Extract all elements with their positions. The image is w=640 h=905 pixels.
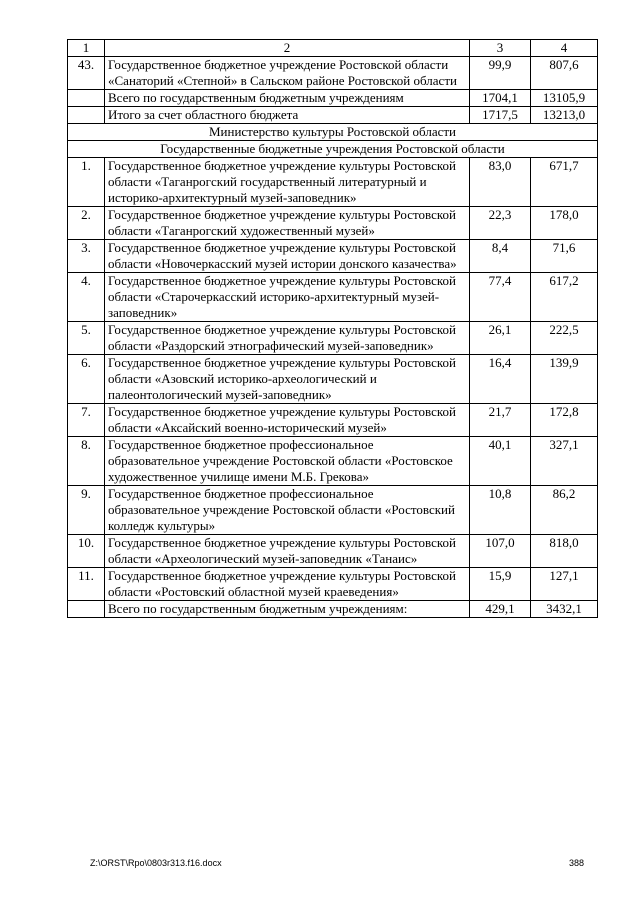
row-value-4: 671,7 xyxy=(531,158,598,207)
header-col-3: 3 xyxy=(470,40,531,57)
row-number: 8. xyxy=(68,437,105,486)
section-title-row xyxy=(68,124,598,141)
row-name: Государственное бюджетное учреждение культуры Ростовской области «Археологический музей-заповедник «Танаис» xyxy=(105,535,470,568)
row-name: Государственное бюджетное учреждение культуры Ростовской области «Старочеркасский историко-архитектурный музей-заповедник» xyxy=(105,273,470,322)
row-name: Государственное бюджетное учреждение Ростовской области «Санаторий «Степной» в Сальском районе Ростовской области xyxy=(105,57,470,90)
row-value-4: 178,0 xyxy=(531,207,598,240)
total-row xyxy=(68,107,598,124)
row-value-3: 77,4 xyxy=(470,273,531,322)
row-value-3: 8,4 xyxy=(470,240,531,273)
total-value-3: 1717,5 xyxy=(470,107,531,124)
row-name: Государственное бюджетное учреждение культуры Ростовской области «Таганрогский художественный музей» xyxy=(105,207,470,240)
row-value-4: 127,1 xyxy=(531,568,598,601)
row-value-3: 26,1 xyxy=(470,322,531,355)
section-subtitle-row xyxy=(68,141,598,158)
footer-file-path: Z:\ORST\Rpo\0803r313.f16.docx xyxy=(90,858,222,868)
table-row xyxy=(68,568,598,601)
row-value-4: 327,1 xyxy=(531,437,598,486)
row-number: 6. xyxy=(68,355,105,404)
row-number: 5. xyxy=(68,322,105,355)
subtotal-value-4: 13105,9 xyxy=(531,90,598,107)
row-value-4: 172,8 xyxy=(531,404,598,437)
row-number: 1. xyxy=(68,158,105,207)
row-value-4: 222,5 xyxy=(531,322,598,355)
row-number: 2. xyxy=(68,207,105,240)
row-number: 4. xyxy=(68,273,105,322)
subtotal-value-4: 3432,1 xyxy=(531,601,598,618)
row-name: Государственное бюджетное учреждение культуры Ростовской области «Аксайский военно-исторический музей» xyxy=(105,404,470,437)
total-value-4: 13213,0 xyxy=(531,107,598,124)
table-row xyxy=(68,158,598,207)
row-value-4: 139,9 xyxy=(531,355,598,404)
row-name: Государственное бюджетное учреждение культуры Ростовской области «Раздорский этнографический музей-заповедник» xyxy=(105,322,470,355)
row-value-3: 22,3 xyxy=(470,207,531,240)
header-row xyxy=(68,40,598,57)
row-number: 10. xyxy=(68,535,105,568)
subtotal-row xyxy=(68,601,598,618)
row-number: 7. xyxy=(68,404,105,437)
row-name: Государственное бюджетное профессиональное образовательное учреждение Ростовской области «Ростовский колледж культуры» xyxy=(105,486,470,535)
total-empty-cell xyxy=(68,107,105,124)
row-value-4: 86,2 xyxy=(531,486,598,535)
row-value-3: 21,7 xyxy=(470,404,531,437)
row-number: 9. xyxy=(68,486,105,535)
subtotal-value-3: 429,1 xyxy=(470,601,531,618)
header-col-1: 1 xyxy=(68,40,105,57)
row-value-4: 807,6 xyxy=(531,57,598,90)
total-label: Итого за счет областного бюджета xyxy=(105,107,470,124)
table-row xyxy=(68,355,598,404)
row-name: Государственное бюджетное учреждение культуры Ростовской области «Таганрогский государственный литературный и историко-архитектурный музей-заповедник» xyxy=(105,158,470,207)
row-value-4: 818,0 xyxy=(531,535,598,568)
table-row xyxy=(68,273,598,322)
row-value-3: 99,9 xyxy=(470,57,531,90)
row-value-3: 15,9 xyxy=(470,568,531,601)
subtotal-empty-cell xyxy=(68,601,105,618)
header-col-2: 2 xyxy=(105,40,470,57)
row-value-3: 107,0 xyxy=(470,535,531,568)
subtotal-empty-cell xyxy=(68,90,105,107)
table-row xyxy=(68,57,598,90)
row-number: 3. xyxy=(68,240,105,273)
row-number: 43. xyxy=(68,57,105,90)
table-row xyxy=(68,322,598,355)
table-row xyxy=(68,404,598,437)
section-subtitle: Государственные бюджетные учреждения Ростовской области xyxy=(68,141,598,158)
footer-page-number: 388 xyxy=(569,858,585,868)
row-value-3: 10,8 xyxy=(470,486,531,535)
row-value-3: 83,0 xyxy=(470,158,531,207)
row-value-4: 617,2 xyxy=(531,273,598,322)
table-row xyxy=(68,486,598,535)
row-value-4: 71,6 xyxy=(531,240,598,273)
table-row xyxy=(68,535,598,568)
section-title: Министерство культуры Ростовской области xyxy=(68,124,598,141)
row-name: Государственное бюджетное учреждение культуры Ростовской области «Ростовский областной музей краеведения» xyxy=(105,568,470,601)
subtotal-row xyxy=(68,90,598,107)
header-col-4: 4 xyxy=(531,40,598,57)
row-number: 11. xyxy=(68,568,105,601)
row-name: Государственное бюджетное профессиональное образовательное учреждение Ростовской области «Ростовское художественное училище имени М.Б. Грекова» xyxy=(105,437,470,486)
row-name: Государственное бюджетное учреждение культуры Ростовской области «Новочеркасский музей истории донского казачества» xyxy=(105,240,470,273)
table-row xyxy=(68,207,598,240)
row-name: Государственное бюджетное учреждение культуры Ростовской области «Азовский историко-археологический и палеонтологический музей-заповедник» xyxy=(105,355,470,404)
budget-table xyxy=(67,39,598,618)
table-row xyxy=(68,240,598,273)
subtotal-label: Всего по государственным бюджетным учреждениям: xyxy=(105,601,470,618)
row-value-3: 16,4 xyxy=(470,355,531,404)
row-value-3: 40,1 xyxy=(470,437,531,486)
subtotal-value-3: 1704,1 xyxy=(470,90,531,107)
table-row xyxy=(68,437,598,486)
subtotal-label: Всего по государственным бюджетным учреждениям xyxy=(105,90,470,107)
